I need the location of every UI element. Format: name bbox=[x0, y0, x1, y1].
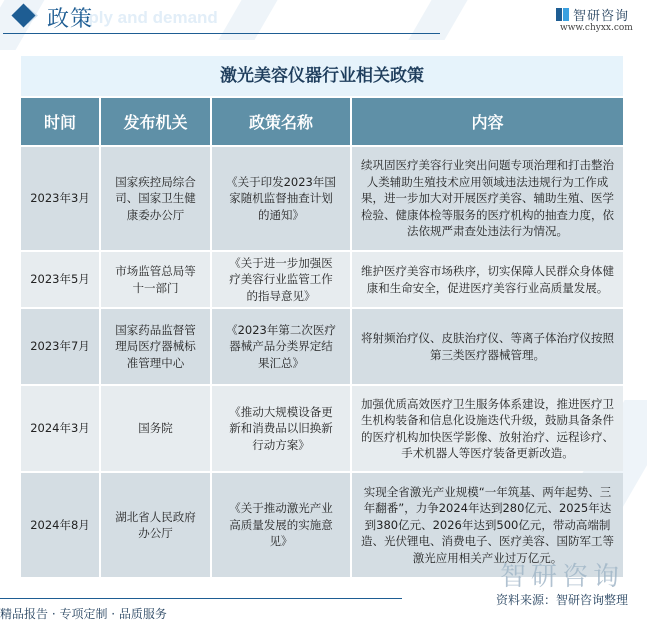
watermark-logo-text: 智研咨询 bbox=[500, 562, 625, 592]
policy-cell: 《关于推动激光产业高质量发展的实施意见》 bbox=[212, 473, 350, 577]
policy-table-container bbox=[21, 56, 623, 579]
date-cell: 2023年3月 bbox=[21, 147, 99, 250]
column-header-content: 内容 bbox=[352, 98, 623, 145]
date-cell: 2023年7月 bbox=[21, 309, 99, 384]
diamond-bullet-icon bbox=[11, 3, 35, 27]
footer-divider bbox=[0, 598, 402, 599]
content-cell: 加强优质高效医疗卫生服务体系建设，推进医疗卫生机构装备和信息化设施迭代升级，鼓励具备条件的医疗机构加快医学影像、放射治疗、远程诊疗、手术机器人等医疗装备更新改造。 bbox=[352, 386, 623, 471]
content-cell: 将射频治疗仪、皮肤治疗仪、等离子体治疗仪按照第三类医疗器械管理。 bbox=[352, 309, 623, 384]
page-title: 政策 bbox=[47, 7, 94, 32]
policy-cell: 《关于进一步加强医疗美容行业监管工作的指导意见》 bbox=[212, 252, 350, 307]
policy-cell: 《2023年第二次医疗器械产品分类界定结果汇总》 bbox=[212, 309, 350, 384]
issuer-cell: 市场监管总局等十一部门 bbox=[101, 252, 210, 307]
table-row bbox=[21, 309, 623, 384]
column-header-issuer: 发布机关 bbox=[101, 98, 210, 145]
brand-logo-icon bbox=[556, 8, 569, 21]
policy-cell: 《推动大规模设备更新和消费品以旧换新行动方案》 bbox=[212, 386, 350, 471]
policy-table bbox=[19, 96, 625, 579]
background-watermark-text: pply and demand bbox=[78, 8, 218, 27]
date-cell: 2024年3月 bbox=[21, 386, 99, 471]
issuer-cell: 国务院 bbox=[101, 386, 210, 471]
table-row bbox=[21, 252, 623, 307]
issuer-cell: 国家疾控局综合司、国家卫生健康委办公厅 bbox=[101, 147, 210, 250]
table-header-row bbox=[21, 98, 623, 145]
table-row bbox=[21, 386, 623, 471]
issuer-cell: 湖北省人民政府办公厅 bbox=[101, 473, 210, 577]
brand-name: 智研咨询 bbox=[573, 9, 630, 24]
date-cell: 2024年8月 bbox=[21, 473, 99, 577]
table-row bbox=[21, 147, 623, 250]
policy-cell: 《关于印发2023年国家随机监督抽查计划的通知》 bbox=[212, 147, 350, 250]
header-divider bbox=[3, 33, 440, 34]
footer-slogan: 精品报告 · 专项定制 · 品质服务 bbox=[0, 607, 167, 621]
brand-url: www.chyxx.com bbox=[560, 23, 633, 33]
brand bbox=[556, 5, 629, 24]
page-header bbox=[0, 0, 647, 40]
column-header-date: 时间 bbox=[21, 98, 99, 145]
table-title: 激光美容仪器行业相关政策 bbox=[21, 56, 623, 96]
content-cell: 续巩固医疗美容行业突出问题专项治理和打击整治人类辅助生殖技术应用领域违法违规行为工作成果，进一步加大对开展医疗美容、辅助生殖、医学检验、健康体检等服务的医疗机构的抽查力度，依法依规严肃查处违法行为情况。 bbox=[352, 147, 623, 250]
date-cell: 2023年5月 bbox=[21, 252, 99, 307]
column-header-policy: 政策名称 bbox=[212, 98, 350, 145]
content-cell: 维护医疗美容市场秩序，切实保障人民群众身体健康和生命安全，促进医疗美容行业高质量发展。 bbox=[352, 252, 623, 307]
issuer-cell: 国家药品监督管理局医疗器械标准管理中心 bbox=[101, 309, 210, 384]
content-cell: 实现全省激光产业规模“一年筑基、两年起势、三年翻番”，力争2024年达到280亿元、2025年达到380亿元、2026年达到500亿元，带动高端制造、光伏锂电、消费电子、医疗美容、国防军工等激光应用相关产业过万亿元。 bbox=[352, 473, 623, 577]
data-source: 资料来源：智研咨询整理 bbox=[496, 593, 629, 607]
